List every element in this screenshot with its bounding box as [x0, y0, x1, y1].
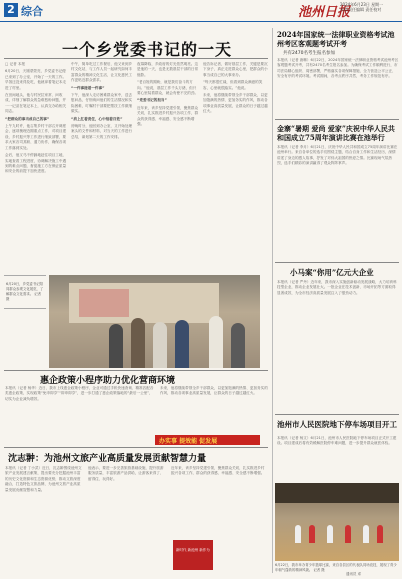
sidebar-article-body: 本报讯（记者 严丹）近年来，我市深入实施创新驱动发展战略，大力培育科技型企业，推动企业发展壮大。一批企业在技术创新、市场开拓等方面取得显著成效，为全市经济高质量发展注入了强劲动力。 — [277, 280, 397, 295]
paragraph: 上午九时许，他召集乡村干部召开调度会，逐项梳理近期重点工作，对项目建设、乡村振兴等工作进行细致部署，要求大家各司其职、通力协作，确保各项工作落到实处。 — [5, 124, 67, 150]
paragraph: 未来，他将继续带领全乡干部群众，以更加饱满的热情、更加务实的作风，推动各项事业高质量发展，让群众的日子越过越红火。 — [203, 93, 268, 114]
page-header — [0, 0, 402, 22]
photo-player — [377, 525, 383, 543]
paragraph: “每天都很忙碌，但看到群众满意的笑容，心里就很踏实。”他说。 — [203, 80, 263, 90]
sidebar-article-title: 小马案“你用”亿元大企业 — [290, 268, 374, 277]
photo-player — [309, 525, 315, 543]
paragraph: 傍晚时分，他回到办公室，又开始处理案头的文件和材料，对当天的工作进行总结，谋划第二天的工作安排。 — [71, 124, 133, 139]
main-article-col1 — [5, 62, 67, 272]
paragraph: 6月20日，天刚蒙蒙亮，乡党委书记便已来到了办公室，开始了一天的工作。早饭还没来得及吃，他就拿着笔记本走进了村里。 — [5, 69, 67, 90]
photo-player — [327, 525, 333, 543]
slogan-banner — [155, 435, 260, 445]
main-article-photo — [49, 275, 260, 368]
paragraph: 夜幕降临，乡政府的灯光依然明亮。这是他的一天，也是无数基层干部的日常缩影。 — [137, 62, 199, 77]
article-body-continued: 未来，他将继续带领全乡干部群众，以更加饱满的热情、更加务实的作风，推动各项事业高质量发展，让群众的日子越过越红火。 — [160, 386, 268, 396]
article-body-continued: 他表示，要进一步完善旅游基础设施，提升旅游服务质量，丰富旅游产品供给，让游客来得了、留得住、玩得好。 — [88, 466, 164, 481]
section-label: 综合 — [21, 5, 43, 18]
advertisement — [173, 540, 213, 570]
photo-person — [209, 316, 223, 368]
sidebar-divider — [275, 262, 399, 263]
main-article-col2 — [71, 62, 133, 272]
sidebar-divider — [275, 414, 399, 415]
main-article-col4 — [203, 62, 268, 272]
paragraph: 中午，简单吃过工作餐后，他又来到乡村文化站，与工作人员一起研究如何丰富群众的精神文化生活，让文化惠民工作更贴近群众需求。 — [71, 62, 133, 83]
main-article-title: 一个乡党委书记的一天 — [62, 40, 233, 59]
column-divider — [272, 28, 273, 573]
sidebar-article-subtitle: 共有2470名考生报名参加 — [283, 51, 335, 56]
photo-exhibition-wall — [69, 283, 219, 323]
sidebar-article-title: 池州市人民医院地下停车场项目开工 — [277, 420, 397, 429]
sidebar-article-body: 本报讯（记者 李月）6月21日，庆祝中华人民共和国成立75周年演讲比赛在池州举行。来自各单位的选手们围绕主题，结合自身工作和生活经历，深情讲述了身边的感人故事，抒发了对伟大祖国的热爱之情。比赛现场气氛热烈，选手们精彩的演讲赢得了观众阵阵掌声。 — [277, 145, 398, 166]
photo-caption: 6月20日，乡党委书记陪同群众参观文化展览，了解群众文化需求。 记者 摄 — [4, 275, 46, 309]
photo-person — [153, 322, 167, 368]
paragraph: 会后，他又马不停蹄地赶往项目工地，实地查看工程进度，协调解决施工中遇到的难点问题，督促施工方在保证质量和安全的前提下加快进度。 — [5, 153, 67, 174]
subheading: “把群众的事当成自己的事” — [5, 116, 50, 121]
subheading: “一件事接着一件事” — [71, 85, 105, 90]
article-body: 本报讯（记者 杨华）近日，我市上线惠企政策小程序，企业可通过手机快速查询、精准匹配各类惠企政策，实现政策“免申即享”“即申即享”，进一步打通了惠企政策落地的“最后一公里”，切实为企业减负增效。 — [5, 386, 154, 401]
article-title: 沈志翀：为池州文旅产业高质量发展贡献智慧力量 — [8, 454, 207, 464]
newspaper-logo: 池州日报 — [298, 5, 351, 20]
section-divider — [4, 370, 268, 371]
photo-player — [295, 525, 301, 543]
sidebar-article-title: 金寨“暑期 爱尚 爱家”庆祝中华人民共和国成立75周年演讲比赛在池举行 — [277, 124, 395, 142]
photo-person — [231, 323, 245, 368]
basketball-photo — [275, 483, 399, 561]
subheading: “党委书记的担当” — [137, 98, 167, 103]
ad-text: 新时代 新池州 新作为 — [176, 548, 210, 552]
photo-player — [345, 525, 351, 543]
photo-gym-ceiling — [275, 483, 399, 503]
paragraph: 在田间地头，他与村民拉家常、问收成，详细了解群众的急难愁盼问题，并一一记录在笔记本上，认真交办给相关同志。 — [5, 93, 67, 114]
editor-credit: 通讯员 邓 — [346, 572, 362, 576]
paragraph: 他告诉记者，做好基层工作，关键是要沉下身子，真正走进群众心里，把群众的小事当成自己的大事来办。 — [203, 62, 268, 77]
paragraph: “老百姓的期盼，就是我们奋斗的方向。”他说，基层工作千头万绪，但只要心里装着群众，就会有使不完的劲。 — [137, 80, 199, 96]
header-date: 2024年6月23日 星期一 — [340, 2, 384, 7]
paragraph: 近年来，该乡坚持党建引领，聚焦群众关切，扎实推进乡村振兴各项工作，群众的获得感、幸福感、安全感不断增强。 — [137, 105, 199, 127]
article-body: 本报讯（记者 丁小武）近日，沈志翀围绕池州文旅产业发展建言献策，提出要充分挖掘池州丰富的历史文化资源和生态资源优势，推动文旅深度融合，打造特色文旅品牌，为池州文旅产业高质量发展贡献智慧和力量。 — [5, 466, 82, 492]
page-number: 2 — [4, 3, 18, 17]
subheading: “肩上扛着责任，心中装着百姓” — [71, 116, 123, 121]
title-divider — [4, 58, 268, 59]
sidebar-article-title: 2024年国家统一法律职业资格考试池州考区客观题考试开考 — [277, 30, 395, 48]
sidebar-divider — [275, 119, 399, 120]
slogan-text: 办实事 提效能 促发展 — [159, 438, 218, 445]
photo-person — [131, 318, 145, 368]
photo-caption: 6月22日，我市举办青少年篮球比赛，来自各县区的代表队同场竞技，展现了青少年朝气蓬勃的精神风貌。 记者 摄 — [275, 563, 397, 572]
sidebar-article-body: 本报讯（记者 唐琳）6月22日，2024年国家统一法律职业资格考试池州考区客观题考试开考，共有2470名考生报名参加。为确保考试工作顺利进行，市司法局精心组织、周密部署，严格落实各项保障措施，全力营造公平公正、安全有序的考试环境。考试期间，各考点秩序井然，考务工作规范有序。 — [277, 58, 399, 79]
photo-person — [109, 324, 123, 368]
paragraph: 下午，他深入走访困难群众家中，送去慰问品，仔细询问他们的生活情况和实际困难，叮嘱村干部要把帮扶工作做细做实。 — [71, 93, 133, 114]
main-article-col3 — [137, 62, 199, 272]
header-meta — [340, 2, 400, 12]
header-editor-line: 本版责任编辑 责任校对 — [340, 7, 382, 12]
photo-person — [175, 320, 189, 368]
article-title: 惠企政策小程序助力优化营商环境 — [40, 376, 176, 386]
section-divider — [4, 447, 268, 448]
paragraph: □ 记者 本报 — [5, 62, 26, 66]
sidebar-article-body: 本报讯（记者 杨文）6月21日，池州市人民医院地下停车场项目正式开工建设。项目建成后将有效缓解医院停车难问题，进一步提升群众就医体验。 — [277, 436, 397, 446]
article-body-continued: 近年来，该乡坚持党建引领，聚焦群众关切，扎实推进乡村振兴各项工作，群众的获得感、幸福感、安全感不断增强。 — [171, 466, 265, 476]
photo-player — [363, 525, 369, 543]
